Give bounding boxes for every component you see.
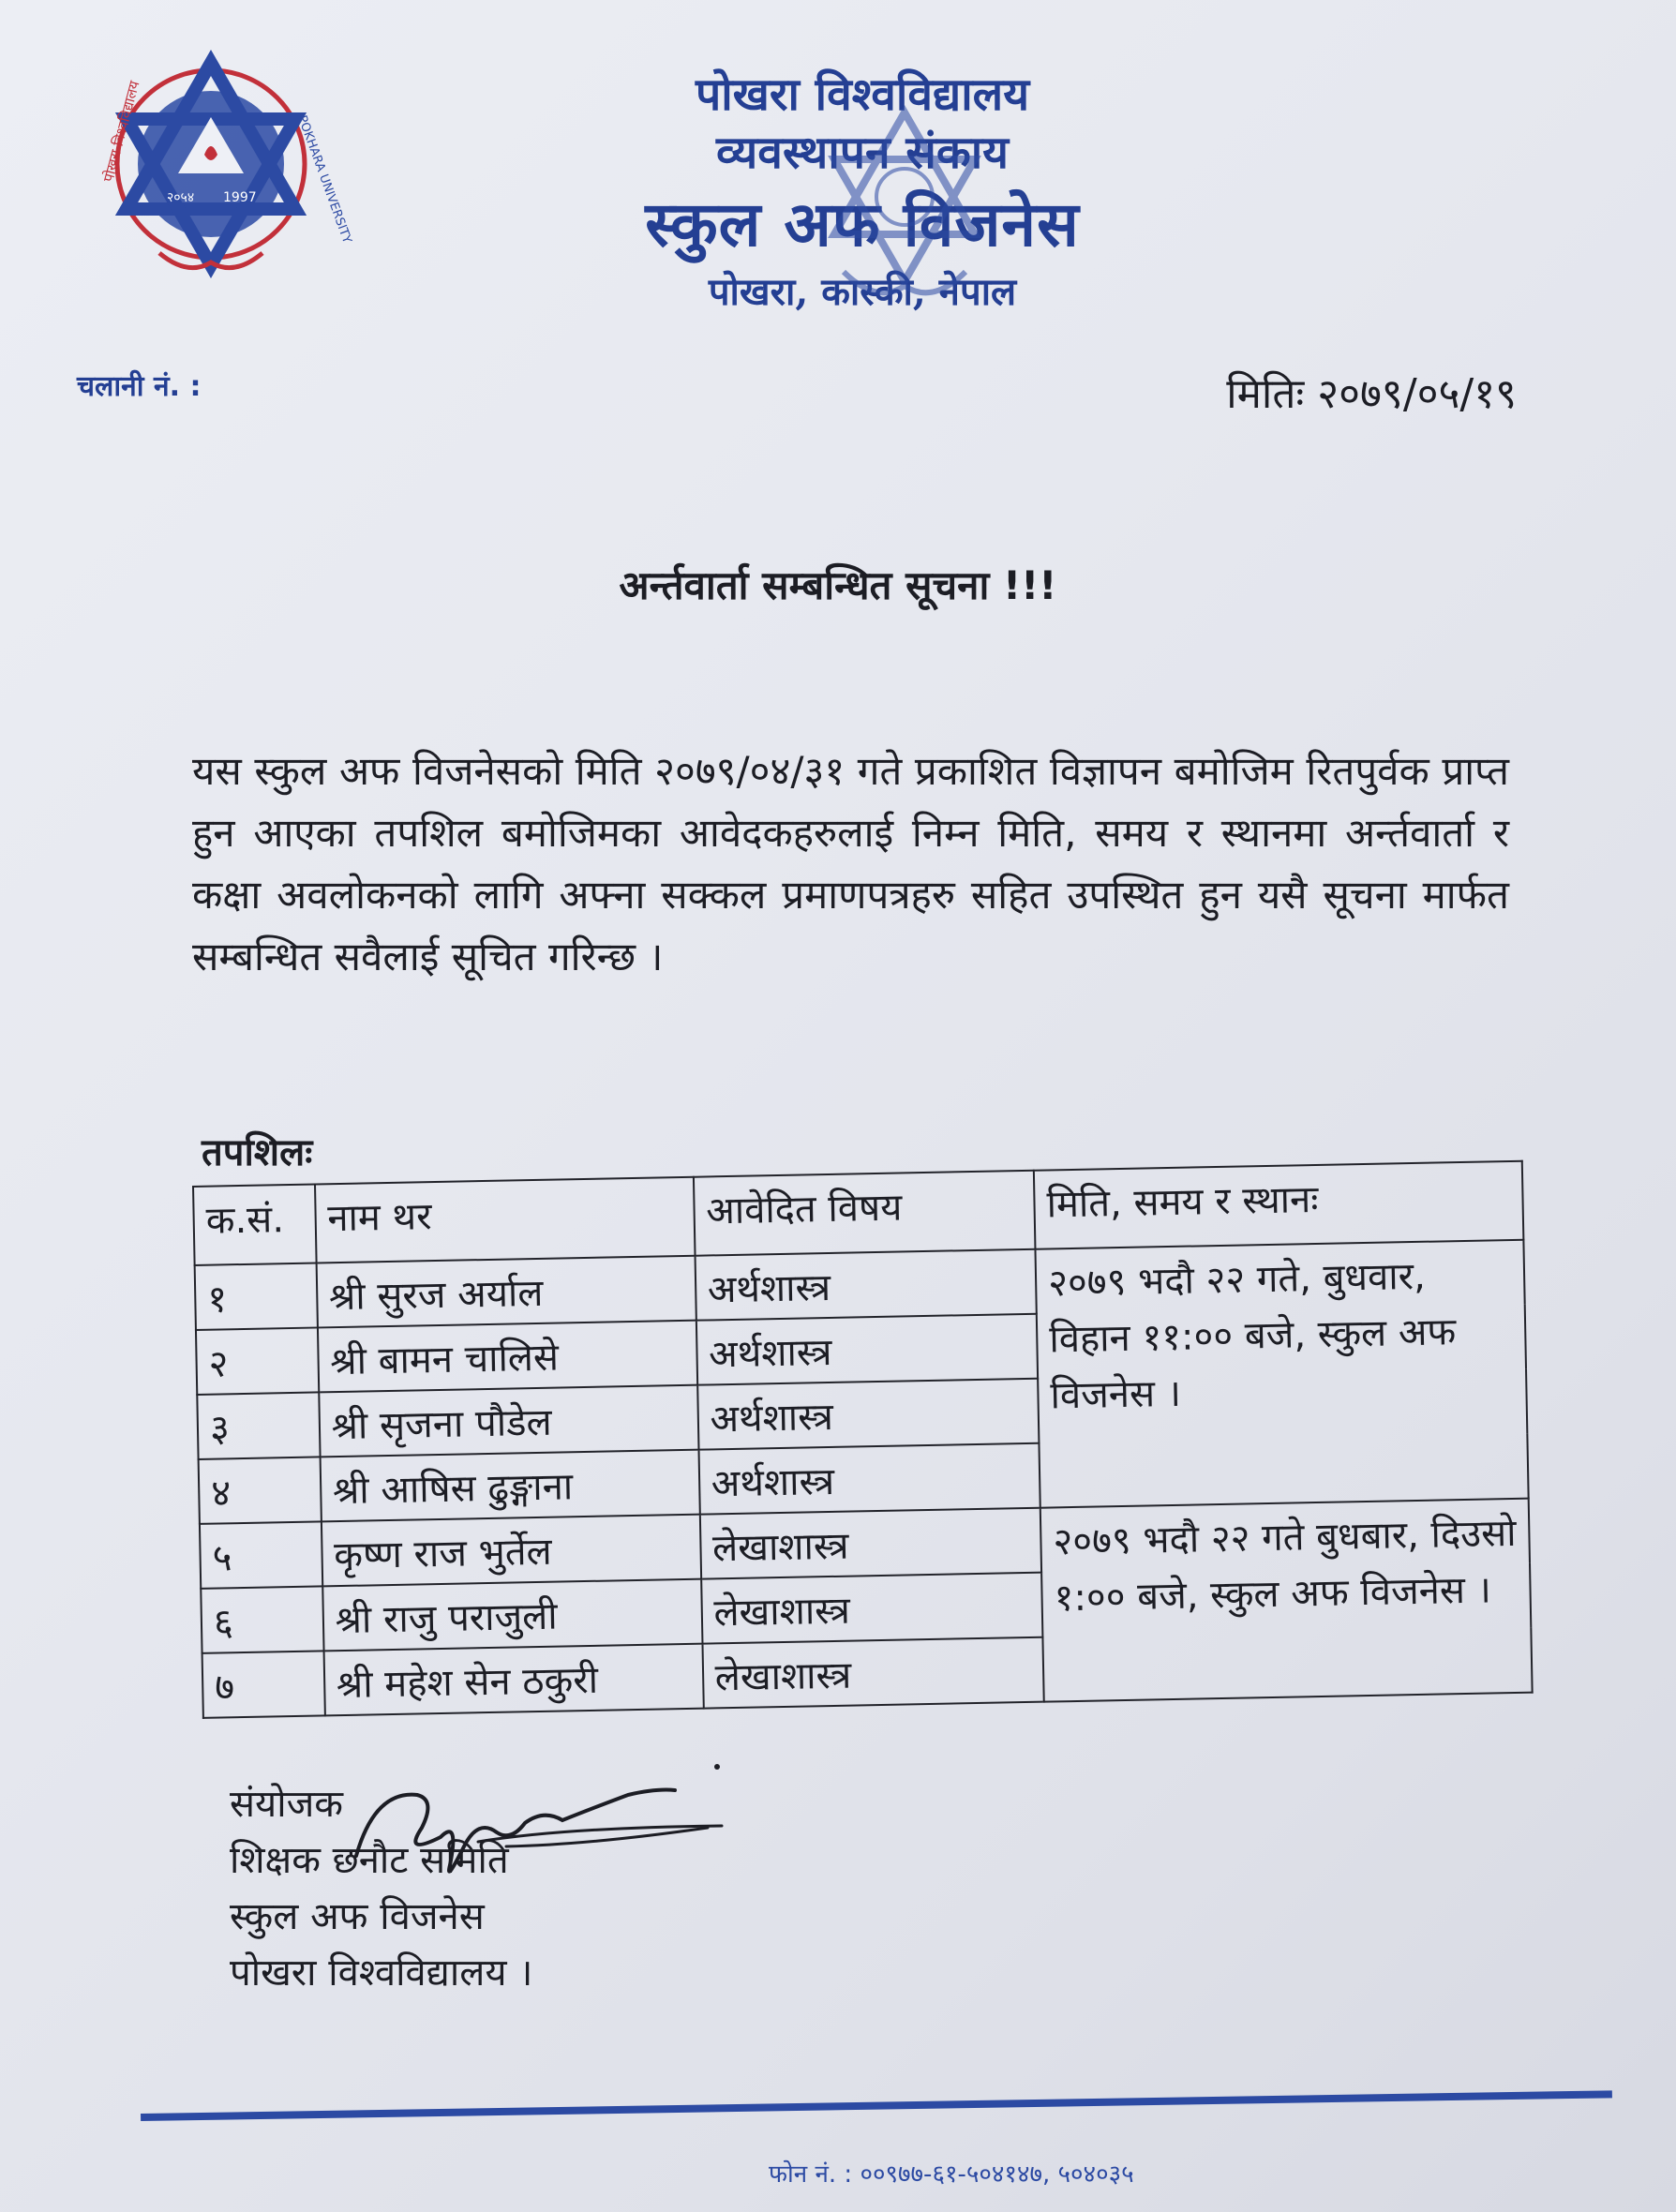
row-subject: अर्थशास्त्र bbox=[697, 1379, 1040, 1450]
signatory-university: पोखरा विश्वविद्यालय । bbox=[230, 1951, 533, 1995]
footer-contact: फोन नं. : ००९७७-६१-५०४१४७, ५०४०३५ bbox=[769, 2160, 1134, 2189]
interview-schedule-table bbox=[192, 1160, 1534, 1719]
reference-number-label: चलानी नं. : bbox=[77, 370, 202, 403]
row-serial: ६ bbox=[201, 1586, 323, 1652]
letterhead-address: पोखरा, कास्की, नेपाल bbox=[708, 270, 1017, 314]
schedule-morning: २०७९ भदौ २२ गते, बुधवार, विहान ११:०० बजे, स्कुल अफ विजनेस । bbox=[1035, 1240, 1528, 1508]
row-subject: लेखाशास्त्र bbox=[701, 1573, 1043, 1644]
signatory-school: स्कुल अफ विजनेस bbox=[230, 1895, 485, 1938]
header-schedule: मिति, समय र स्थानः bbox=[1034, 1161, 1523, 1249]
logo-year: 1997 bbox=[223, 190, 257, 205]
details-label: तपशिलः bbox=[202, 1131, 313, 1174]
row-serial: २ bbox=[196, 1327, 319, 1394]
logo-left-text: पोखरा विश्वविद्यालय bbox=[99, 79, 143, 185]
row-serial: १ bbox=[195, 1263, 318, 1329]
logo-year-np: २०५४ bbox=[167, 190, 195, 205]
row-name: श्री बामन चालिसे bbox=[318, 1321, 697, 1393]
row-serial: ७ bbox=[202, 1651, 325, 1717]
official-stamp bbox=[787, 94, 1022, 319]
letterhead-university: पोखरा विश्वविद्यालय bbox=[695, 68, 1030, 121]
date-label: मितिः bbox=[1226, 370, 1305, 418]
notice-body: यस स्कुल अफ विजनेसको मिति २०७९/०४/३१ गते प्रकाशित विज्ञापन बमोजिम रितपुर्वक प्राप्त हुन आएका तपशिल बमोजिमका आवेदकहरुलाई निम्न मिति, समय र स्थानमा अर्न्तवार्ता र कक्षा अवलोकनको लागि अफ्ना सक्कल प्रमाणपत्रहरु सहित उपस्थित हुन यसै सूचना मार्फत सम्बन्धित सवैलाई सूचित गरिन्छ । bbox=[192, 748, 1509, 979]
notice-title: अर्न्तवार्ता सम्बन्धित सूचना !!! bbox=[619, 562, 1057, 608]
issue-date bbox=[1226, 364, 1517, 420]
footer-divider bbox=[141, 2090, 1612, 2121]
header-subject: आवेदित विषय bbox=[693, 1171, 1035, 1256]
signatory-block bbox=[230, 1776, 792, 2001]
row-subject: लेखाशास्त्र bbox=[702, 1637, 1044, 1709]
signatory-committee: शिक्षक छनौट समिति bbox=[230, 1839, 509, 1882]
row-name: श्री राजु पराजुली bbox=[322, 1579, 702, 1652]
row-name: श्री सुरज अर्याल bbox=[316, 1256, 696, 1328]
row-subject: अर्थशास्त्र bbox=[698, 1443, 1040, 1515]
row-name: श्री महेश सेन ठकुरी bbox=[323, 1644, 703, 1716]
signatory-role: संयोजक bbox=[230, 1783, 343, 1826]
date-value: २०७९/०५/१९ bbox=[1317, 370, 1517, 418]
letterhead-faculty: व्यवस्थापन संकाय bbox=[716, 127, 1009, 179]
row-serial: ५ bbox=[200, 1521, 322, 1588]
row-subject: अर्थशास्त्र bbox=[695, 1249, 1037, 1321]
header-name: नाम थर bbox=[315, 1177, 695, 1263]
logo-right-text: POKHARA UNIVERSITY bbox=[294, 113, 354, 246]
letterhead-school: स्कुल अफ विजनेस bbox=[645, 187, 1080, 261]
pokhara-university-logo bbox=[94, 52, 354, 291]
header-serial: क.सं. bbox=[193, 1184, 316, 1264]
row-name: श्री सृजना पौडेल bbox=[319, 1385, 698, 1457]
row-name: श्री आषिस ढुङ्गाना bbox=[320, 1450, 699, 1522]
row-subject: लेखाशास्त्र bbox=[699, 1508, 1041, 1579]
row-name: कृष्ण राज भुर्तेल bbox=[322, 1515, 701, 1587]
row-serial: ४ bbox=[199, 1457, 322, 1523]
row-subject: अर्थशास्त्र bbox=[696, 1314, 1038, 1385]
schedule-afternoon: २०७९ भदौ २२ गते बुधबार, दिउसो १:०० बजे, स्कुल अफ विजनेस । bbox=[1040, 1499, 1533, 1702]
row-serial: ३ bbox=[197, 1392, 320, 1458]
